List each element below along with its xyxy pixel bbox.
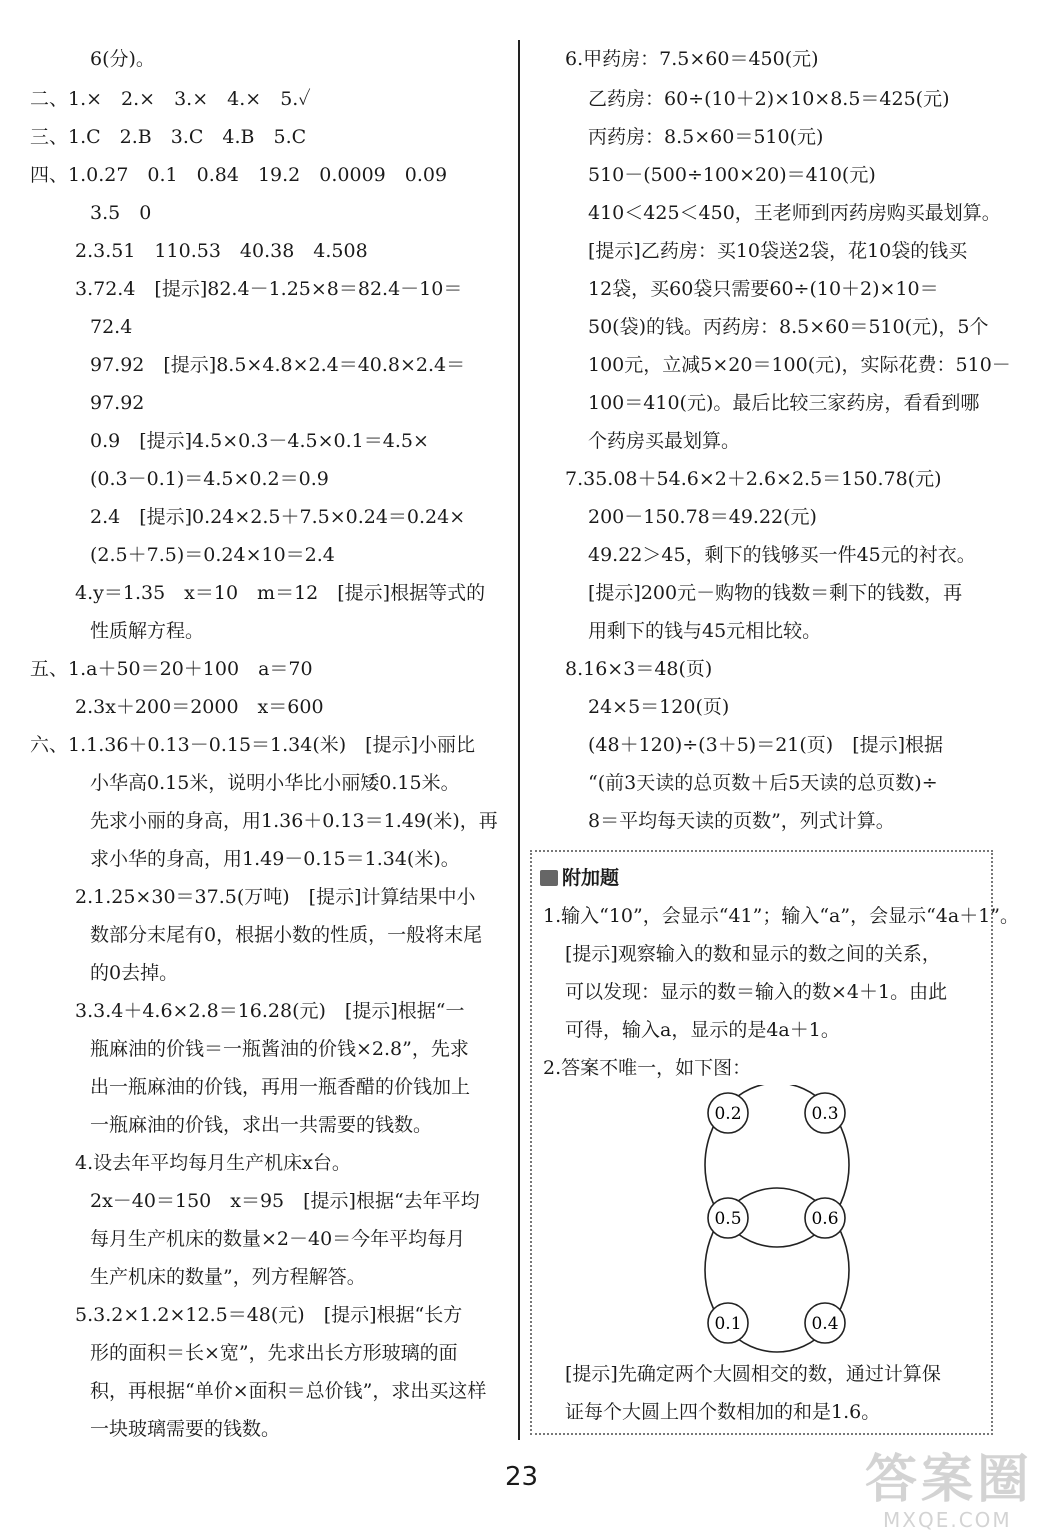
left-line-17: 2.3x＋200＝2000 x＝600 <box>75 696 324 718</box>
left-line-11: (0.3－0.1)＝4.5×0.2＝0.9 <box>90 468 329 490</box>
left-line-2: 三、1.C 2.B 3.C 4.B 5.C <box>30 126 307 148</box>
left-line-18: 六、1.1.36＋0.13－0.15＝1.34(米) [提示]小丽比 <box>30 734 475 756</box>
right-line-3: 510－(500÷100×20)＝410(元) <box>588 164 876 186</box>
left-line-29: 4.设去年平均每月生产机床x台。 <box>75 1152 351 1174</box>
page-number: 23 <box>505 1462 539 1492</box>
right-line-4: 410＜425＜450，王老师到丙药房购买最划算。 <box>588 202 1001 224</box>
left-line-16: 五、1.a＋50＝20＋100 a＝70 <box>30 658 313 680</box>
extra-line-4: 2.答案不唯一，如下图： <box>543 1057 752 1079</box>
extra-title <box>540 863 619 890</box>
left-line-23: 数部分末尾有0，根据小数的性质，一般将末尾 <box>90 924 483 946</box>
node-label-1: 0.2 <box>714 1104 742 1124</box>
left-line-28: 一瓶麻油的价钱，求出一共需要的钱数。 <box>90 1114 433 1136</box>
extra-title-text: 附加题 <box>562 867 620 889</box>
left-line-3: 四、1.0.27 0.1 0.84 19.2 0.0009 0.09 <box>30 164 448 186</box>
watermark-logo: 答案圈 <box>865 1450 1034 1510</box>
right-line-5: [提示]乙药房：买10袋送2袋，花10袋的钱买 <box>588 240 968 262</box>
right-line-2: 丙药房：8.5×60＝510(元) <box>588 126 824 148</box>
left-line-32: 生产机床的数量”，列方程解答。 <box>90 1266 366 1288</box>
left-line-20: 先求小丽的身高，用1.36＋0.13＝1.49(米)，再 <box>90 810 498 832</box>
right-line-12: 200－150.78＝49.22(元) <box>588 506 817 528</box>
node-label-2: 0.3 <box>811 1104 839 1124</box>
right-line-10: 个药房买最划算。 <box>588 430 741 452</box>
left-line-0: 6(分)。 <box>90 48 155 70</box>
right-line-15: 用剩下的钱与45元相比较。 <box>588 620 822 642</box>
left-line-30: 2x－40＝150 x＝95 [提示]根据“去年平均 <box>90 1190 480 1212</box>
right-line-0: 6.甲药房：7.5×60＝450(元) <box>565 48 819 70</box>
left-line-36: 一块玻璃需要的钱数。 <box>90 1418 281 1440</box>
extra-line-5: [提示]先确定两个大圆相交的数，通过计算保 <box>565 1363 941 1385</box>
right-line-18: (48＋120)÷(3＋5)＝21(页) [提示]根据 <box>588 734 944 756</box>
watermark-url: MXQE.COM <box>883 1508 1012 1532</box>
right-line-1: 乙药房：60÷(10＋2)×10×8.5＝425(元) <box>588 88 950 110</box>
left-line-5: 2.3.51 110.53 40.38 4.508 <box>75 240 368 262</box>
node-label-3: 0.5 <box>714 1209 742 1229</box>
extra-line-3: 可得，输入a，显示的是4a＋1。 <box>565 1019 840 1041</box>
node-label-5: 0.1 <box>714 1314 742 1334</box>
left-line-4: 3.5 0 <box>90 202 152 224</box>
left-line-6: 3.72.4 [提示]82.4－1.25×8＝82.4－10＝ <box>75 278 463 300</box>
right-line-11: 7.35.08＋54.6×2＋2.6×2.5＝150.78(元) <box>565 468 942 490</box>
left-line-10: 0.9 [提示]4.5×0.3－4.5×0.1＝4.5× <box>90 430 429 452</box>
right-line-20: 8＝平均每天读的页数”，列式计算。 <box>588 810 895 832</box>
left-line-1: 二、1.× 2.× 3.× 4.× 5.✓ <box>30 88 311 110</box>
node-label-4: 0.6 <box>811 1209 839 1229</box>
left-line-14: 4.y＝1.35 x＝10 m＝12 [提示]根据等式的 <box>75 582 486 604</box>
extra-line-1: [提示]观察输入的数和显示的数之间的关系， <box>565 943 941 965</box>
left-line-15: 性质解方程。 <box>90 620 205 642</box>
left-line-19: 小华高0.15米，说明小华比小丽矮0.15米。 <box>90 772 460 794</box>
right-line-14: [提示]200元－购物的钱数＝剩下的钱数，再 <box>588 582 963 604</box>
left-line-31: 每月生产机床的数量×2－40＝今年平均每月 <box>90 1228 466 1250</box>
left-line-35: 积，再根据“单价×面积＝总价钱”，求出买这样 <box>90 1380 487 1402</box>
left-line-8: 97.92 [提示]8.5×4.8×2.4＝40.8×2.4＝ <box>90 354 466 376</box>
left-line-21: 求小华的身高，用1.49－0.15＝1.34(米)。 <box>90 848 460 870</box>
left-line-26: 瓶麻油的价钱＝一瓶酱油的价钱×2.8”，先求 <box>90 1038 469 1060</box>
left-line-34: 形的面积＝长×宽”，先求出长方形玻璃的面 <box>90 1342 458 1364</box>
right-line-19: “(前3天读的总页数＋后5天读的总页数)÷ <box>588 772 938 794</box>
right-line-13: 49.22＞45，剩下的钱够买一件45元的衬衣。 <box>588 544 976 566</box>
extra-line-0: 1.输入“10”，会显示“41”；输入“a”，会显示“4a＋1”。 <box>543 905 1020 927</box>
left-line-22: 2.1.25×30＝37.5(万吨) [提示]计算结果中小 <box>75 886 476 908</box>
right-line-6: 12袋，买60袋只需要60÷(10＋2)×10＝ <box>588 278 939 300</box>
left-line-25: 3.3.4＋4.6×2.8＝16.28(元) [提示]根据“一 <box>75 1000 465 1022</box>
extra-line-2: 可以发现：显示的数＝输入的数×4＋1。由此 <box>565 981 948 1003</box>
left-line-12: 2.4 [提示]0.24×2.5＋7.5×0.24＝0.24× <box>90 506 466 528</box>
book-icon <box>540 870 558 886</box>
left-line-33: 5.3.2×1.2×12.5＝48(元) [提示]根据“长方 <box>75 1304 463 1326</box>
right-line-7: 50(袋)的钱。丙药房：8.5×60＝510(元)，5个 <box>588 316 989 338</box>
right-line-16: 8.16×3＝48(页) <box>565 658 713 680</box>
right-line-8: 100元，立减5×20＝100(元)，实际花费：510－ <box>588 354 1011 376</box>
left-line-7: 72.4 <box>90 316 133 338</box>
left-line-9: 97.92 <box>90 392 145 414</box>
right-line-9: 100＝410(元)。最后比较三家药房，看看到哪 <box>588 392 980 414</box>
left-line-13: (2.5＋7.5)＝0.24×10＝2.4 <box>90 544 335 566</box>
watermark <box>865 1452 1033 1532</box>
left-line-24: 的0去掉。 <box>90 962 179 984</box>
left-line-27: 出一瓶麻油的价钱，再用一瓶香醋的价钱加上 <box>90 1076 471 1098</box>
right-line-17: 24×5＝120(页) <box>588 696 730 718</box>
column-divider <box>518 40 520 1440</box>
node-label-6: 0.4 <box>811 1314 839 1334</box>
extra-line-6: 证每个大圆上四个数相加的和是1.6。 <box>565 1401 881 1423</box>
circle-diagram <box>690 1085 865 1355</box>
